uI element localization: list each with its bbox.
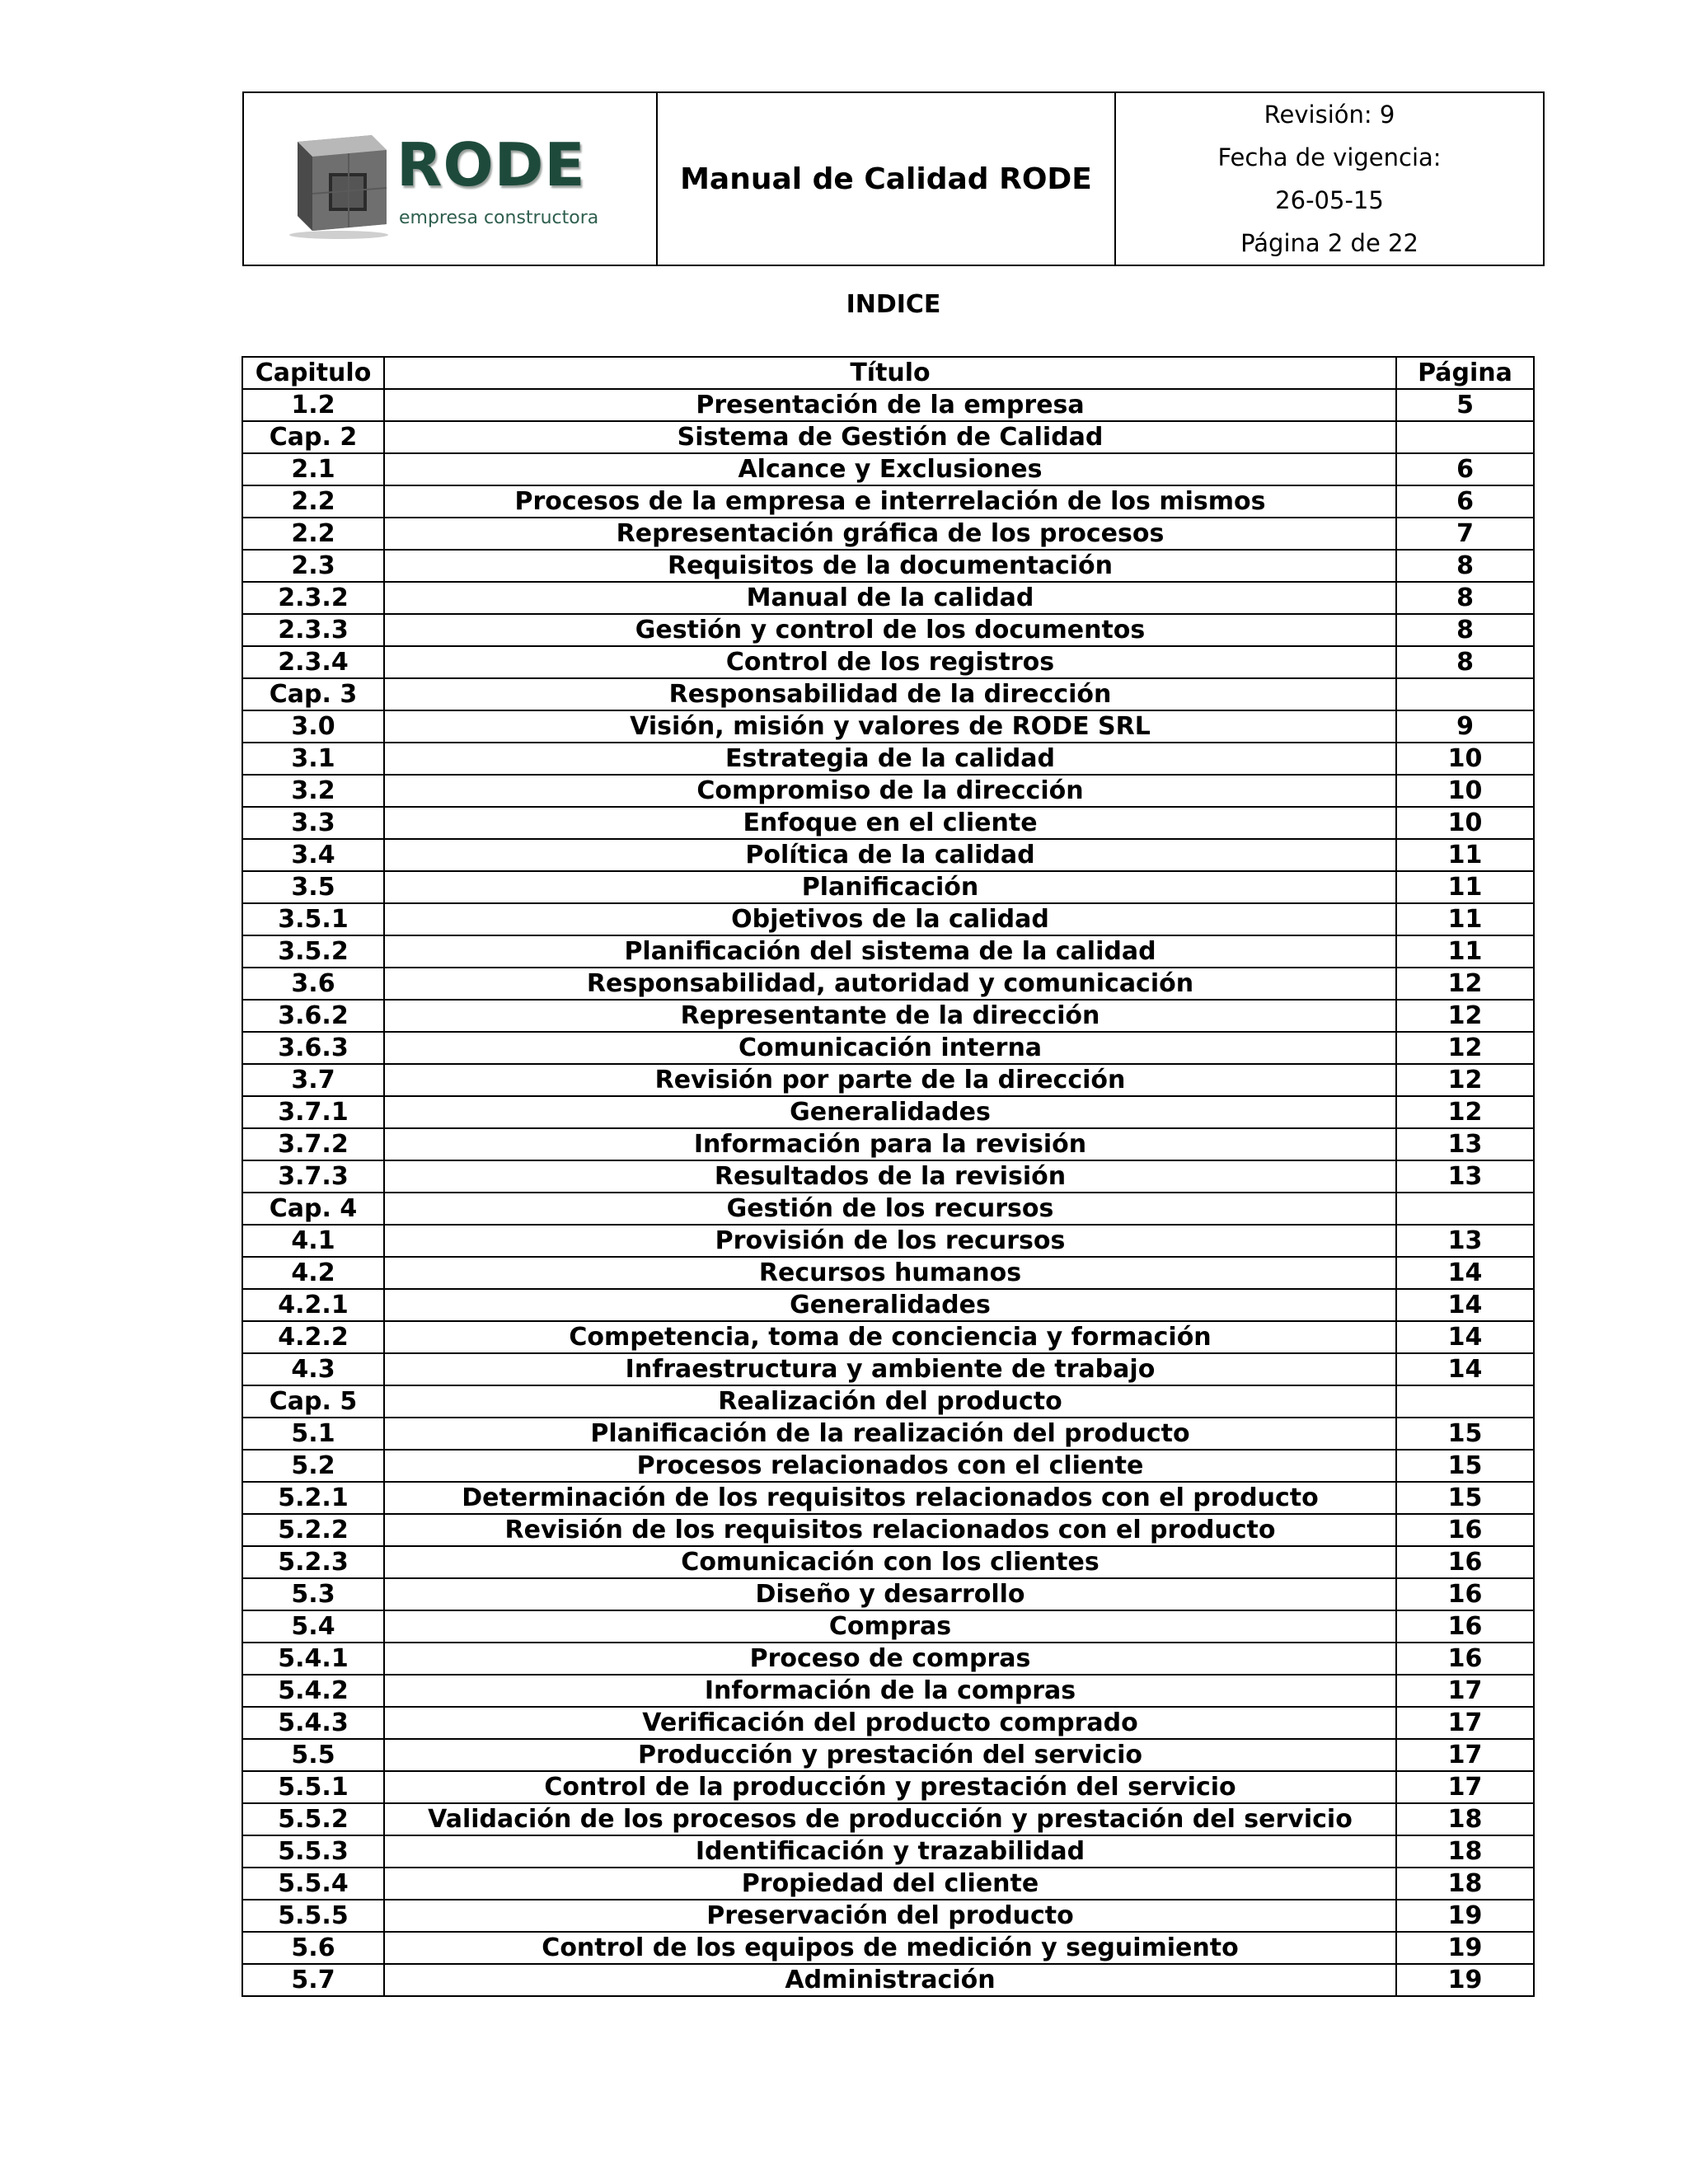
- table-row: [242, 646, 1534, 678]
- table-row: [242, 1803, 1534, 1835]
- toc-chapter-cell: 3.5.1: [242, 903, 384, 935]
- toc-page-cell: 16: [1396, 1578, 1534, 1610]
- toc-chapter-cell: 3.7.1: [242, 1096, 384, 1128]
- table-row: [242, 935, 1534, 968]
- toc-page-cell: 16: [1396, 1546, 1534, 1578]
- table-row: [242, 1385, 1534, 1418]
- logo-wordmark: RODE: [396, 130, 586, 199]
- toc-chapter-cell: 3.0: [242, 710, 384, 743]
- toc-chapter-cell: 3.4: [242, 839, 384, 871]
- toc-page-cell: 5: [1396, 389, 1534, 421]
- toc-title-cell: Proceso de compras: [384, 1643, 1396, 1675]
- toc-title-cell: Producción y prestación del servicio: [384, 1739, 1396, 1771]
- table-row: [242, 1675, 1534, 1707]
- table-row: [242, 614, 1534, 646]
- toc-page-cell: 8: [1396, 582, 1534, 614]
- table-row: [242, 1257, 1534, 1289]
- toc-chapter-cell: 5.4.1: [242, 1643, 384, 1675]
- toc-title-cell: Control de la producción y prestación del servicio: [384, 1771, 1396, 1803]
- toc-title-cell: Validación de los procesos de producción y prestación del servicio: [384, 1803, 1396, 1835]
- toc-page-cell: 12: [1396, 1032, 1534, 1064]
- toc-page-cell: 11: [1396, 935, 1534, 968]
- table-row: [242, 807, 1534, 839]
- logo-tagline: empresa constructora: [399, 208, 599, 228]
- validity-label: Fecha de vigencia:: [1217, 143, 1442, 171]
- toc-page-cell: 13: [1396, 1128, 1534, 1160]
- toc-page-cell: 15: [1396, 1418, 1534, 1450]
- toc-chapter-cell: 3.6.3: [242, 1032, 384, 1064]
- toc-chapter-cell: 5.6: [242, 1932, 384, 1964]
- table-row: [242, 1321, 1534, 1353]
- table-row: [242, 775, 1534, 807]
- toc-title-cell: Presentación de la empresa: [384, 389, 1396, 421]
- toc-page-cell: 10: [1396, 807, 1534, 839]
- index-title: INDICE: [846, 290, 941, 319]
- toc-title-cell: Recursos humanos: [384, 1257, 1396, 1289]
- revision-cell: [1115, 92, 1544, 265]
- toc-title-cell: Representante de la dirección: [384, 1000, 1396, 1032]
- toc-chapter-cell: 2.3.4: [242, 646, 384, 678]
- toc-title-cell: Revisión de los requisitos relacionados con el producto: [384, 1514, 1396, 1546]
- revision-number: Revisión: 9: [1264, 101, 1395, 129]
- table-row: [242, 1643, 1534, 1675]
- table-row: [242, 1610, 1534, 1643]
- toc-chapter-cell: 3.5.2: [242, 935, 384, 968]
- toc-page-cell: 10: [1396, 775, 1534, 807]
- toc-title-cell: Provisión de los recursos: [384, 1225, 1396, 1257]
- toc-chapter-cell: 5.2.3: [242, 1546, 384, 1578]
- table-row: [242, 1964, 1534, 1996]
- table-row: [242, 1932, 1534, 1964]
- toc-title-cell: Propiedad del cliente: [384, 1868, 1396, 1900]
- toc-title-cell: Responsabilidad de la dirección: [384, 678, 1396, 710]
- toc-chapter-cell: 5.5.3: [242, 1835, 384, 1868]
- toc-page-cell: 18: [1396, 1803, 1534, 1835]
- toc-title-cell: Revisión por parte de la dirección: [384, 1064, 1396, 1096]
- toc-title-cell: Generalidades: [384, 1096, 1396, 1128]
- toc-title-cell: Política de la calidad: [384, 839, 1396, 871]
- toc-page-cell: [1396, 1193, 1534, 1225]
- toc-page-cell: 15: [1396, 1450, 1534, 1482]
- document-title: Manual de Calidad RODE: [657, 92, 1115, 265]
- column-header-title: Título: [384, 357, 1396, 389]
- toc-chapter-cell: Cap. 4: [242, 1193, 384, 1225]
- toc-title-cell: Información para la revisión: [384, 1128, 1396, 1160]
- table-row: [242, 903, 1534, 935]
- toc-chapter-cell: 5.7: [242, 1964, 384, 1996]
- toc-title-cell: Comunicación interna: [384, 1032, 1396, 1064]
- toc-page-cell: 17: [1396, 1675, 1534, 1707]
- logo-cell: [243, 92, 657, 265]
- toc-chapter-cell: 5.2: [242, 1450, 384, 1482]
- table-row: [242, 1578, 1534, 1610]
- toc-title-cell: Control de los equipos de medición y seguimiento: [384, 1932, 1396, 1964]
- toc-chapter-cell: 3.7.2: [242, 1128, 384, 1160]
- toc-chapter-cell: 3.6: [242, 968, 384, 1000]
- toc-page-cell: 12: [1396, 1000, 1534, 1032]
- table-row: [242, 1771, 1534, 1803]
- document-header: [242, 91, 1545, 266]
- toc-chapter-cell: 5.5.5: [242, 1900, 384, 1932]
- table-row: [242, 1450, 1534, 1482]
- toc-page-cell: [1396, 678, 1534, 710]
- toc-page-cell: [1396, 421, 1534, 453]
- table-row: [242, 1514, 1534, 1546]
- toc-chapter-cell: 4.2.1: [242, 1289, 384, 1321]
- rode-logo: [281, 117, 644, 241]
- toc-chapter-cell: 2.3.3: [242, 614, 384, 646]
- toc-chapter-cell: 4.2: [242, 1257, 384, 1289]
- toc-page-cell: 12: [1396, 968, 1534, 1000]
- toc-page-cell: 14: [1396, 1257, 1534, 1289]
- toc-page-cell: 16: [1396, 1643, 1534, 1675]
- toc-chapter-cell: 4.1: [242, 1225, 384, 1257]
- table-row: [242, 839, 1534, 871]
- toc-chapter-cell: 5.4.3: [242, 1707, 384, 1739]
- table-row: [242, 1000, 1534, 1032]
- toc-title-cell: Planificación de la realización del producto: [384, 1418, 1396, 1450]
- table-row: [242, 1225, 1534, 1257]
- toc-chapter-cell: 1.2: [242, 389, 384, 421]
- table-row: [242, 1160, 1534, 1193]
- table-row: [242, 1707, 1534, 1739]
- toc-chapter-cell: 5.5.2: [242, 1803, 384, 1835]
- table-row: [242, 710, 1534, 743]
- toc-title-cell: Procesos relacionados con el cliente: [384, 1450, 1396, 1482]
- toc-page-cell: 9: [1396, 710, 1534, 743]
- toc-chapter-cell: 5.5: [242, 1739, 384, 1771]
- table-row: [242, 968, 1534, 1000]
- toc-page-cell: 12: [1396, 1096, 1534, 1128]
- toc-chapter-cell: 2.1: [242, 453, 384, 485]
- toc-page-cell: 10: [1396, 743, 1534, 775]
- toc-page-cell: 13: [1396, 1160, 1534, 1193]
- toc-page-cell: 17: [1396, 1707, 1534, 1739]
- toc-page-cell: 19: [1396, 1964, 1534, 1996]
- toc-chapter-cell: 5.4.2: [242, 1675, 384, 1707]
- toc-title-cell: Estrategia de la calidad: [384, 743, 1396, 775]
- toc-chapter-cell: 5.3: [242, 1578, 384, 1610]
- toc-chapter-cell: 5.2.1: [242, 1482, 384, 1514]
- toc-page-cell: 7: [1396, 518, 1534, 550]
- table-row: [242, 1193, 1534, 1225]
- table-row: [242, 550, 1534, 582]
- toc-page-cell: 17: [1396, 1739, 1534, 1771]
- building-block-icon: [281, 117, 396, 241]
- toc-chapter-cell: 2.3: [242, 550, 384, 582]
- toc-page-cell: 8: [1396, 550, 1534, 582]
- table-row: [242, 485, 1534, 518]
- toc-title-cell: Alcance y Exclusiones: [384, 453, 1396, 485]
- toc-title-cell: Responsabilidad, autoridad y comunicación: [384, 968, 1396, 1000]
- toc-chapter-cell: 4.2.2: [242, 1321, 384, 1353]
- toc-chapter-cell: 4.3: [242, 1353, 384, 1385]
- toc-page-cell: 6: [1396, 453, 1534, 485]
- page-number: Página 2 de 22: [1240, 229, 1418, 257]
- table-row: [242, 389, 1534, 421]
- toc-page-cell: 11: [1396, 871, 1534, 903]
- toc-chapter-cell: 3.6.2: [242, 1000, 384, 1032]
- table-row: [242, 421, 1534, 453]
- toc-chapter-cell: 3.3: [242, 807, 384, 839]
- table-row: [242, 1128, 1534, 1160]
- toc-chapter-cell: 3.5: [242, 871, 384, 903]
- toc-page-cell: 17: [1396, 1771, 1534, 1803]
- toc-title-cell: Gestión de los recursos: [384, 1193, 1396, 1225]
- toc-title-cell: Compras: [384, 1610, 1396, 1643]
- table-row: [242, 743, 1534, 775]
- toc-title-cell: Infraestructura y ambiente de trabajo: [384, 1353, 1396, 1385]
- toc-title-cell: Planificación: [384, 871, 1396, 903]
- toc-header-row: [242, 357, 1534, 389]
- toc-page-cell: 14: [1396, 1353, 1534, 1385]
- table-row: [242, 1868, 1534, 1900]
- toc-page-cell: 6: [1396, 485, 1534, 518]
- validity-date: 26-05-15: [1275, 186, 1384, 214]
- toc-chapter-cell: Cap. 2: [242, 421, 384, 453]
- toc-chapter-cell: 2.2: [242, 485, 384, 518]
- toc-title-cell: Requisitos de la documentación: [384, 550, 1396, 582]
- toc-title-cell: Manual de la calidad: [384, 582, 1396, 614]
- toc-chapter-cell: Cap. 3: [242, 678, 384, 710]
- table-of-contents: [241, 356, 1535, 1997]
- toc-chapter-cell: 2.2: [242, 518, 384, 550]
- toc-page-cell: 8: [1396, 614, 1534, 646]
- toc-page-cell: [1396, 1385, 1534, 1418]
- toc-page-cell: 18: [1396, 1835, 1534, 1868]
- toc-chapter-cell: 5.1: [242, 1418, 384, 1450]
- toc-title-cell: Planificación del sistema de la calidad: [384, 935, 1396, 968]
- toc-chapter-cell: 3.1: [242, 743, 384, 775]
- table-row: [242, 1739, 1534, 1771]
- toc-chapter-cell: 5.4: [242, 1610, 384, 1643]
- table-row: [242, 1096, 1534, 1128]
- toc-page-cell: 16: [1396, 1610, 1534, 1643]
- toc-title-cell: Objetivos de la calidad: [384, 903, 1396, 935]
- table-row: [242, 1032, 1534, 1064]
- toc-page-cell: 13: [1396, 1225, 1534, 1257]
- toc-page-cell: 19: [1396, 1900, 1534, 1932]
- toc-title-cell: Administración: [384, 1964, 1396, 1996]
- toc-chapter-cell: Cap. 5: [242, 1385, 384, 1418]
- table-row: [242, 1418, 1534, 1450]
- table-row: [242, 1289, 1534, 1321]
- toc-chapter-cell: 2.3.2: [242, 582, 384, 614]
- toc-title-cell: Visión, misión y valores de RODE SRL: [384, 710, 1396, 743]
- table-row: [242, 1482, 1534, 1514]
- toc-title-cell: Enfoque en el cliente: [384, 807, 1396, 839]
- toc-page-cell: 8: [1396, 646, 1534, 678]
- toc-title-cell: Realización del producto: [384, 1385, 1396, 1418]
- toc-title-cell: Determinación de los requisitos relacionados con el producto: [384, 1482, 1396, 1514]
- toc-title-cell: Gestión y control de los documentos: [384, 614, 1396, 646]
- table-row: [242, 1546, 1534, 1578]
- table-row: [242, 453, 1534, 485]
- toc-page-cell: 11: [1396, 903, 1534, 935]
- table-row: [242, 1835, 1534, 1868]
- toc-title-cell: Comunicación con los clientes: [384, 1546, 1396, 1578]
- toc-title-cell: Sistema de Gestión de Calidad: [384, 421, 1396, 453]
- toc-title-cell: Información de la compras: [384, 1675, 1396, 1707]
- toc-chapter-cell: 3.7: [242, 1064, 384, 1096]
- toc-title-cell: Procesos de la empresa e interrelación de los mismos: [384, 485, 1396, 518]
- toc-chapter-cell: 3.7.3: [242, 1160, 384, 1193]
- toc-chapter-cell: 5.5.4: [242, 1868, 384, 1900]
- table-row: [242, 678, 1534, 710]
- toc-page-cell: 14: [1396, 1289, 1534, 1321]
- table-row: [242, 1900, 1534, 1932]
- table-row: [242, 518, 1534, 550]
- toc-page-cell: 18: [1396, 1868, 1534, 1900]
- toc-page-cell: 12: [1396, 1064, 1534, 1096]
- toc-title-cell: Resultados de la revisión: [384, 1160, 1396, 1193]
- table-row: [242, 1064, 1534, 1096]
- toc-title-cell: Representación gráfica de los procesos: [384, 518, 1396, 550]
- toc-page-cell: 19: [1396, 1932, 1534, 1964]
- column-header-chapter: Capitulo: [242, 357, 384, 389]
- toc-page-cell: 11: [1396, 839, 1534, 871]
- toc-title-cell: Control de los registros: [384, 646, 1396, 678]
- table-row: [242, 582, 1534, 614]
- toc-page-cell: 15: [1396, 1482, 1534, 1514]
- toc-title-cell: Compromiso de la dirección: [384, 775, 1396, 807]
- toc-title-cell: Generalidades: [384, 1289, 1396, 1321]
- column-header-page: Página: [1396, 357, 1534, 389]
- toc-title-cell: Preservación del producto: [384, 1900, 1396, 1932]
- toc-chapter-cell: 5.2.2: [242, 1514, 384, 1546]
- toc-title-cell: Verificación del producto comprado: [384, 1707, 1396, 1739]
- toc-page-cell: 14: [1396, 1321, 1534, 1353]
- toc-title-cell: Competencia, toma de conciencia y formación: [384, 1321, 1396, 1353]
- table-row: [242, 871, 1534, 903]
- toc-page-cell: 16: [1396, 1514, 1534, 1546]
- toc-title-cell: Identificación y trazabilidad: [384, 1835, 1396, 1868]
- table-row: [242, 1353, 1534, 1385]
- toc-chapter-cell: 5.5.1: [242, 1771, 384, 1803]
- toc-chapter-cell: 3.2: [242, 775, 384, 807]
- toc-title-cell: Diseño y desarrollo: [384, 1578, 1396, 1610]
